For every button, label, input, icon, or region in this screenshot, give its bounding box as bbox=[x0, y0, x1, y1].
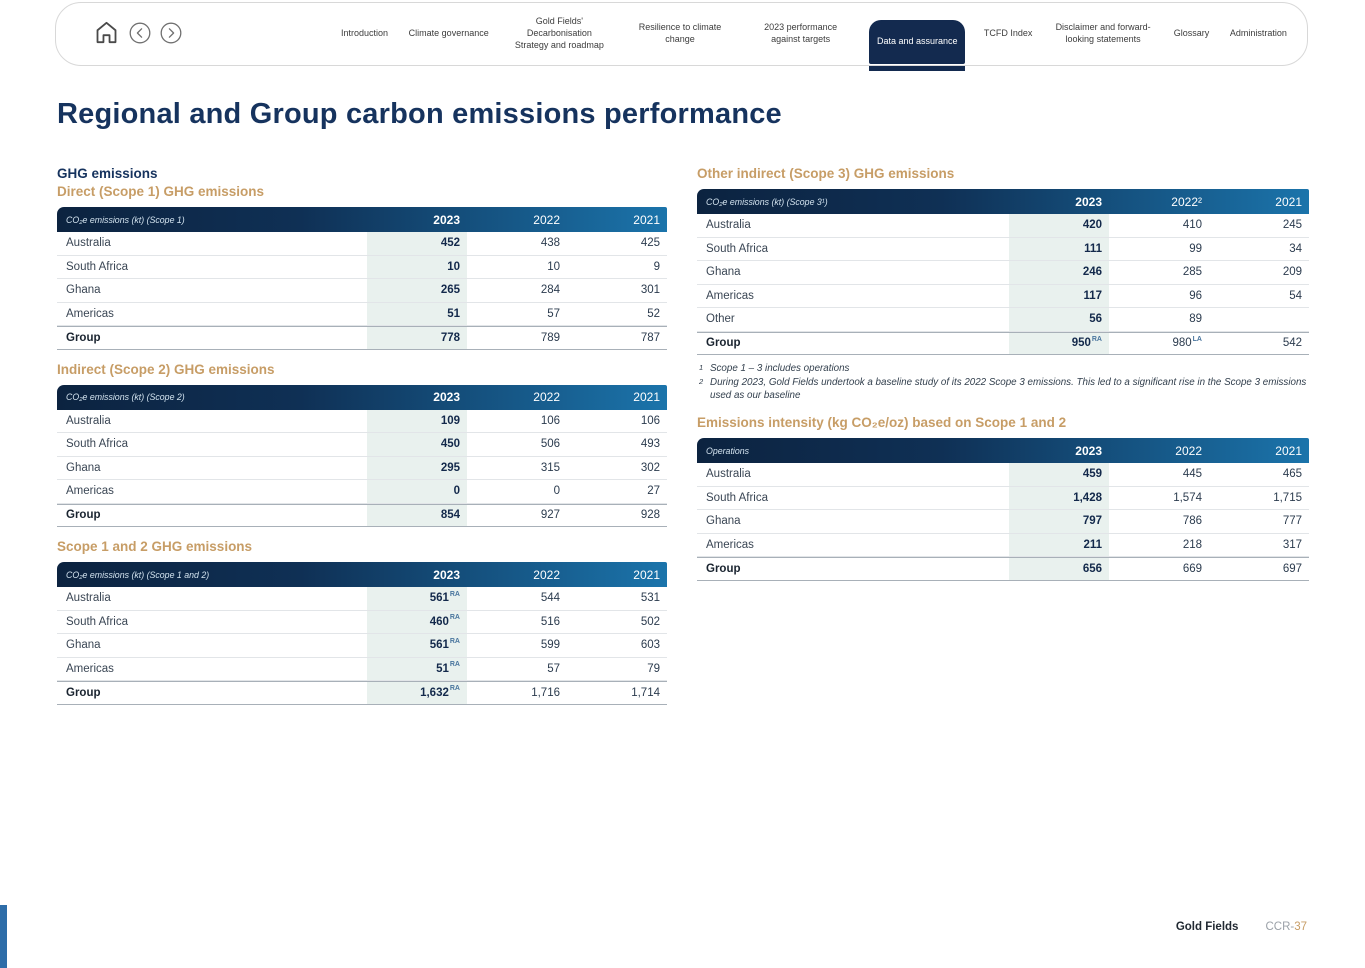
footnote-marker: 2 bbox=[699, 377, 704, 386]
table-header bbox=[697, 438, 1309, 463]
value-cell: 777 bbox=[1282, 515, 1302, 528]
table-header-label: CO₂e emissions (kt) (Scope 3¹) bbox=[706, 196, 828, 207]
value-cell: 506 bbox=[540, 438, 560, 451]
footnote bbox=[697, 362, 1309, 375]
value-cell: 452 bbox=[367, 232, 467, 255]
year-column-header: 2021 bbox=[1275, 443, 1302, 458]
row-label: Americas bbox=[706, 289, 754, 302]
row-label: Australia bbox=[706, 219, 751, 232]
row-label: Ghana bbox=[66, 284, 101, 297]
year-column-header: 2023 bbox=[1075, 194, 1102, 209]
footnote bbox=[697, 376, 1309, 402]
value-cell: 544 bbox=[540, 592, 560, 605]
value-cell: 465 bbox=[1282, 468, 1302, 481]
page-title: Regional and Group carbon emissions performance bbox=[57, 98, 782, 130]
value-cell: 111 bbox=[1009, 238, 1109, 261]
year-column-header: 2023 bbox=[433, 390, 460, 404]
year-column-header: 2023 bbox=[1075, 443, 1102, 458]
top-navigation-bar bbox=[55, 2, 1308, 66]
year-column-header: 2021 bbox=[633, 212, 660, 227]
value-cell: 789 bbox=[540, 331, 560, 344]
footnote-text: During 2023, Gold Fields undertook a baseline study of its 2022 Scope 3 emissions. This led to a significant rise in the Scope 3 emissions used as our baseline bbox=[710, 377, 1307, 401]
value-cell: 246 bbox=[1009, 261, 1109, 284]
table-row bbox=[57, 232, 667, 256]
table-row bbox=[697, 463, 1309, 487]
assurance-superscript: LA bbox=[1192, 335, 1202, 343]
assurance-superscript: RA bbox=[449, 590, 460, 598]
scope1and2-table-title: Scope 1 and 2 GHG emissions bbox=[57, 539, 253, 554]
table-row bbox=[697, 308, 1309, 332]
value-cell: 295 bbox=[367, 457, 467, 480]
value-cell: 1,574 bbox=[1173, 491, 1202, 504]
year-column-header: 2021 bbox=[1275, 194, 1302, 209]
tab-glossary[interactable]: Glossary bbox=[1173, 28, 1210, 39]
table-header bbox=[57, 207, 667, 232]
value-cell: 854 bbox=[367, 505, 467, 527]
value-cell: 317 bbox=[1282, 538, 1302, 551]
value-cell: 410 bbox=[1182, 219, 1202, 232]
forward-button[interactable] bbox=[160, 22, 182, 47]
value-cell: 96 bbox=[1189, 289, 1202, 302]
value-cell bbox=[1209, 308, 1309, 331]
row-label: Australia bbox=[66, 592, 111, 605]
table-row bbox=[697, 285, 1309, 309]
value-cell: 109 bbox=[367, 410, 467, 433]
scope1-emissions-table bbox=[57, 207, 667, 350]
table-header-label: CO₂e emissions (kt) (Scope 2) bbox=[66, 392, 185, 402]
year-column-header: 2022 bbox=[1175, 443, 1202, 458]
table-row bbox=[697, 261, 1309, 285]
table-row bbox=[57, 480, 667, 504]
value-cell: 502 bbox=[640, 615, 660, 628]
table-header-label: CO₂e emissions (kt) (Scope 1) bbox=[66, 214, 185, 225]
tab-data-and-assurance[interactable]: Data and assurance bbox=[869, 20, 965, 64]
value-cell: 51 RA bbox=[367, 658, 467, 681]
tab-resilience-to-climate-change[interactable]: Resilience to climate change bbox=[638, 22, 722, 44]
value-cell: 79 bbox=[647, 662, 660, 675]
row-label: Group bbox=[66, 509, 101, 522]
table-row bbox=[697, 557, 1309, 581]
table-row bbox=[57, 587, 667, 611]
value-cell: 284 bbox=[540, 284, 560, 297]
value-cell: 438 bbox=[540, 237, 560, 250]
footnote-marker: 1 bbox=[699, 363, 704, 372]
value-cell: 51 bbox=[367, 303, 467, 326]
value-cell: 493 bbox=[640, 438, 660, 451]
value-cell: 656 bbox=[1009, 558, 1109, 580]
value-cell: 117 bbox=[1009, 285, 1109, 308]
table-row bbox=[697, 238, 1309, 262]
value-cell: 697 bbox=[1282, 562, 1302, 575]
value-cell: 0 bbox=[367, 480, 467, 503]
value-cell: 927 bbox=[540, 509, 560, 522]
ghg-emissions-heading: GHG emissions bbox=[57, 166, 158, 181]
value-cell: 99 bbox=[1189, 242, 1202, 255]
row-label: Ghana bbox=[66, 639, 101, 652]
value-cell: 10 bbox=[367, 256, 467, 279]
row-label: Australia bbox=[66, 414, 111, 427]
chevron-right-circle-icon bbox=[160, 22, 182, 47]
table-row bbox=[57, 611, 667, 635]
scope2-table-title: Indirect (Scope 2) GHG emissions bbox=[57, 361, 275, 377]
table-header bbox=[57, 562, 667, 587]
value-cell: 0 bbox=[553, 485, 560, 498]
scope1-table-title: Direct (Scope 1) GHG emissions bbox=[57, 184, 265, 199]
row-label: Americas bbox=[706, 538, 754, 551]
footnote-text: Scope 1 – 3 includes operations bbox=[710, 363, 850, 374]
row-label: South Africa bbox=[66, 260, 129, 273]
tab-administration[interactable]: Administration bbox=[1229, 28, 1287, 39]
row-label: Ghana bbox=[706, 266, 741, 279]
value-cell: 52 bbox=[647, 307, 660, 320]
back-button[interactable] bbox=[129, 22, 151, 47]
right-column bbox=[697, 166, 1309, 593]
value-cell: 245 bbox=[1282, 219, 1302, 232]
tab-climate-governance[interactable]: Climate governance bbox=[408, 28, 489, 39]
value-cell: 778 bbox=[367, 327, 467, 349]
assurance-superscript: RA bbox=[449, 637, 460, 645]
value-cell: 786 bbox=[1182, 515, 1202, 528]
row-label: Group bbox=[66, 686, 101, 699]
value-cell: 315 bbox=[540, 461, 560, 474]
value-cell: 450 bbox=[367, 433, 467, 456]
row-label: Australia bbox=[706, 468, 751, 481]
value-cell: 516 bbox=[540, 615, 560, 628]
value-cell: 27 bbox=[647, 485, 660, 498]
table-row bbox=[57, 681, 667, 705]
value-cell: 561 RA bbox=[367, 587, 467, 610]
table-header bbox=[57, 385, 667, 410]
value-cell: 301 bbox=[640, 284, 660, 297]
year-column-header: 2023 bbox=[433, 212, 460, 227]
tab-gold-fields-decarbonisation-strategy-and-roadmap[interactable]: Gold Fields' Decarbonisation Strategy and roadmap bbox=[514, 16, 604, 50]
row-label: Australia bbox=[66, 237, 111, 250]
table-row bbox=[697, 332, 1309, 356]
table-row bbox=[697, 534, 1309, 558]
table-row bbox=[57, 410, 667, 434]
value-cell: 302 bbox=[640, 461, 660, 474]
year-column-header: 2022² bbox=[1171, 194, 1202, 209]
value-cell: 106 bbox=[540, 414, 560, 427]
value-cell: 531 bbox=[640, 592, 660, 605]
value-cell: 460 RA bbox=[367, 611, 467, 634]
value-cell: 599 bbox=[540, 639, 560, 652]
value-cell: 797 bbox=[1009, 510, 1109, 533]
tab-introduction[interactable]: Introduction bbox=[341, 28, 389, 39]
left-column bbox=[57, 166, 667, 717]
value-cell: 57 bbox=[547, 662, 560, 675]
scope3-emissions-table bbox=[697, 189, 1309, 355]
value-cell: 928 bbox=[640, 509, 660, 522]
table-row bbox=[697, 214, 1309, 238]
value-cell: 218 bbox=[1182, 538, 1202, 551]
assurance-superscript: RA bbox=[449, 614, 460, 622]
value-cell: 1,716 bbox=[531, 686, 560, 699]
value-cell: 459 bbox=[1009, 463, 1109, 486]
value-cell: 1,428 bbox=[1009, 487, 1109, 510]
value-cell: 425 bbox=[640, 237, 660, 250]
table-row bbox=[697, 510, 1309, 534]
row-label: South Africa bbox=[706, 242, 769, 255]
emissions-intensity-table bbox=[697, 438, 1309, 581]
scope3-table-title: Other indirect (Scope 3) GHG emissions bbox=[697, 166, 955, 181]
tab-disclaimer-and-forward-looking-statements[interactable]: Disclaimer and forward-looking statements bbox=[1055, 22, 1151, 44]
nav-tabs bbox=[339, 3, 1289, 65]
row-label: South Africa bbox=[66, 615, 129, 628]
value-cell: 57 bbox=[547, 307, 560, 320]
value-cell: 980 LA bbox=[1172, 335, 1202, 350]
value-cell: 1,715 bbox=[1273, 491, 1302, 504]
value-cell: 950 RA bbox=[1009, 333, 1109, 355]
scope1and2-emissions-table bbox=[57, 562, 667, 705]
value-cell: 669 bbox=[1182, 562, 1202, 575]
value-cell: 420 bbox=[1009, 214, 1109, 237]
tab-2023-performance-against-targets[interactable]: 2023 performance against targets bbox=[764, 22, 838, 44]
value-cell: 34 bbox=[1289, 242, 1302, 255]
home-icon bbox=[93, 19, 120, 49]
year-column-header: 2022 bbox=[533, 212, 560, 227]
year-column-header: 2022 bbox=[533, 567, 560, 582]
table-row bbox=[57, 279, 667, 303]
year-column-header: 2023 bbox=[433, 567, 460, 582]
row-label: Other bbox=[706, 313, 735, 326]
tab-tcfd-index[interactable]: TCFD Index bbox=[983, 28, 1033, 39]
accent-bar bbox=[0, 905, 7, 968]
chevron-left-circle-icon bbox=[129, 22, 151, 47]
scope2-emissions-table bbox=[57, 385, 667, 528]
value-cell: 603 bbox=[640, 639, 660, 652]
table-header bbox=[697, 189, 1309, 214]
table-row bbox=[57, 303, 667, 327]
value-cell: 1,714 bbox=[631, 686, 660, 699]
value-cell: 787 bbox=[640, 331, 660, 344]
table-row bbox=[57, 433, 667, 457]
assurance-superscript: RA bbox=[449, 661, 460, 669]
footnotes bbox=[697, 362, 1309, 402]
table-row bbox=[697, 487, 1309, 511]
row-label: Group bbox=[706, 562, 741, 575]
value-cell: 89 bbox=[1189, 313, 1202, 326]
value-cell: 542 bbox=[1282, 337, 1302, 350]
row-label: Americas bbox=[66, 662, 114, 675]
table-row bbox=[57, 658, 667, 682]
assurance-superscript: RA bbox=[449, 685, 460, 693]
table-row bbox=[57, 634, 667, 658]
year-column-header: 2022 bbox=[533, 390, 560, 404]
value-cell: 106 bbox=[640, 414, 660, 427]
value-cell: 265 bbox=[367, 279, 467, 302]
value-cell: 10 bbox=[547, 260, 560, 273]
row-label: Americas bbox=[66, 485, 114, 498]
table-row bbox=[57, 326, 667, 350]
footer-page-number: CCR-37 bbox=[1265, 921, 1307, 933]
intensity-table-title: Emissions intensity (kg CO₂e/oz) based on Scope 1 and 2 bbox=[697, 415, 1067, 430]
table-row bbox=[57, 457, 667, 481]
row-label: Group bbox=[706, 337, 741, 350]
row-label: South Africa bbox=[66, 438, 129, 451]
table-header-label: Operations bbox=[706, 445, 750, 456]
assurance-superscript: RA bbox=[1091, 335, 1102, 343]
year-column-header: 2021 bbox=[633, 390, 660, 404]
row-label: Ghana bbox=[706, 515, 741, 528]
home-button[interactable] bbox=[93, 19, 120, 49]
row-label: South Africa bbox=[706, 491, 769, 504]
value-cell: 285 bbox=[1182, 266, 1202, 279]
value-cell: 9 bbox=[653, 260, 660, 273]
table-header-label: CO₂e emissions (kt) (Scope 1 and 2) bbox=[66, 569, 210, 580]
row-label: Group bbox=[66, 331, 101, 344]
value-cell: 211 bbox=[1009, 534, 1109, 557]
value-cell: 54 bbox=[1289, 289, 1302, 302]
value-cell: 561 RA bbox=[367, 634, 467, 657]
year-column-header: 2021 bbox=[633, 567, 660, 582]
nav-icon-group bbox=[93, 19, 182, 49]
footer-brand: Gold Fields bbox=[1175, 921, 1239, 933]
value-cell: 445 bbox=[1182, 468, 1202, 481]
table-row bbox=[57, 504, 667, 528]
value-cell: 209 bbox=[1282, 266, 1302, 279]
table-row bbox=[57, 256, 667, 280]
page-footer bbox=[1176, 921, 1307, 933]
row-label: Ghana bbox=[66, 461, 101, 474]
row-label: Americas bbox=[66, 307, 114, 320]
value-cell: 1,632 RA bbox=[367, 682, 467, 704]
value-cell: 56 bbox=[1009, 308, 1109, 331]
